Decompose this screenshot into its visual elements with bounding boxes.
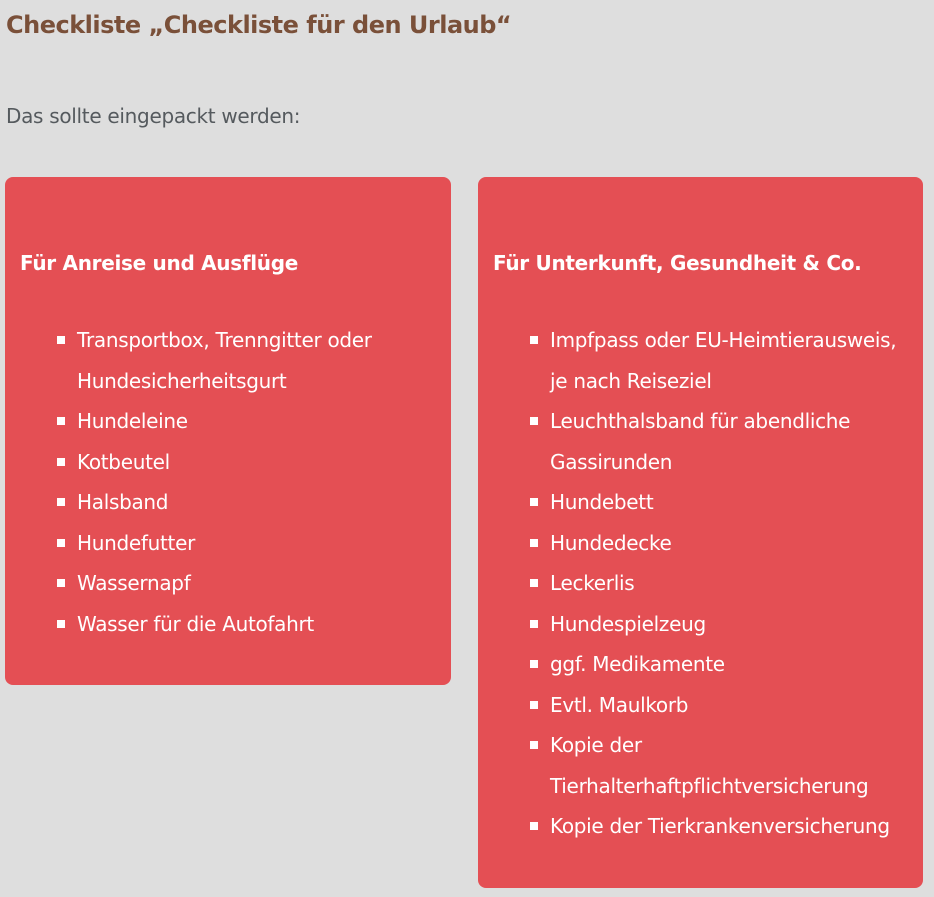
card-accommodation-health: [478, 177, 923, 888]
square-bullet-icon: [57, 336, 65, 344]
list-item: [77, 482, 437, 523]
square-bullet-icon: [530, 417, 538, 425]
list-item-text: Hundespielzeug: [550, 611, 706, 636]
checklist-accommodation-health: [550, 320, 912, 847]
list-item-text: Hundeleine: [77, 409, 188, 433]
square-bullet-icon: [530, 579, 538, 587]
square-bullet-icon: [530, 620, 538, 628]
square-bullet-icon: [57, 498, 65, 506]
list-item: [77, 401, 437, 442]
page-title: Checkliste „Checkliste für den Urlaub“: [6, 11, 512, 39]
square-bullet-icon: [530, 498, 538, 506]
list-item-text: Kopie der Tierhalterhaftpflichtversicherung: [550, 733, 869, 798]
list-item-text: Wasser für die Autofahrt: [77, 611, 314, 636]
square-bullet-icon: [57, 539, 65, 547]
square-bullet-icon: [530, 741, 538, 749]
list-item-text: Hundebett: [550, 490, 654, 514]
list-item: [550, 482, 912, 523]
square-bullet-icon: [530, 822, 538, 830]
list-item: [550, 401, 912, 482]
square-bullet-icon: [57, 579, 65, 587]
square-bullet-icon: [530, 336, 538, 344]
list-item-text: Hundedecke: [550, 530, 672, 555]
list-item-text: ggf. Medikamente: [550, 652, 725, 676]
list-item: [550, 725, 912, 806]
checklist-travel: [77, 320, 437, 644]
list-item: [550, 320, 912, 401]
square-bullet-icon: [530, 660, 538, 668]
list-item-text: Hundefutter: [77, 530, 196, 555]
list-item-text: Halsband: [77, 490, 169, 514]
list-item: [550, 604, 912, 645]
list-item: [550, 685, 912, 726]
square-bullet-icon: [57, 620, 65, 628]
list-item-text: Kotbeutel: [77, 449, 170, 474]
list-item: [77, 320, 437, 401]
intro-text: Das sollte eingepackt werden:: [6, 104, 301, 128]
list-item-text: Kopie der Tierkrankenversicherung: [550, 814, 890, 838]
list-item-text: Leckerlis: [550, 571, 635, 595]
card-travel: [5, 177, 451, 685]
card-heading: Für Unterkunft, Gesundheit & Co.: [493, 251, 862, 275]
square-bullet-icon: [57, 417, 65, 425]
list-item-text: Leuchthalsband für abendliche Gassirunden: [550, 409, 851, 474]
square-bullet-icon: [57, 458, 65, 466]
list-item: [77, 523, 437, 564]
square-bullet-icon: [530, 539, 538, 547]
list-item: [550, 806, 912, 847]
list-item: [77, 442, 437, 483]
card-heading: Für Anreise und Ausflüge: [20, 251, 299, 275]
list-item-text: Wassernapf: [77, 571, 191, 595]
list-item: [550, 523, 912, 564]
list-item-text: Impfpass oder EU-Heimtierausweis, je nach Reiseziel: [550, 328, 897, 393]
list-item: [550, 644, 912, 685]
list-item: [77, 604, 437, 645]
list-item: [77, 563, 437, 604]
list-item: [550, 563, 912, 604]
list-item-text: Evtl. Maulkorb: [550, 692, 689, 717]
list-item-text: Transportbox, Trenngitter oder Hundesicherheitsgurt: [77, 328, 372, 393]
square-bullet-icon: [530, 701, 538, 709]
